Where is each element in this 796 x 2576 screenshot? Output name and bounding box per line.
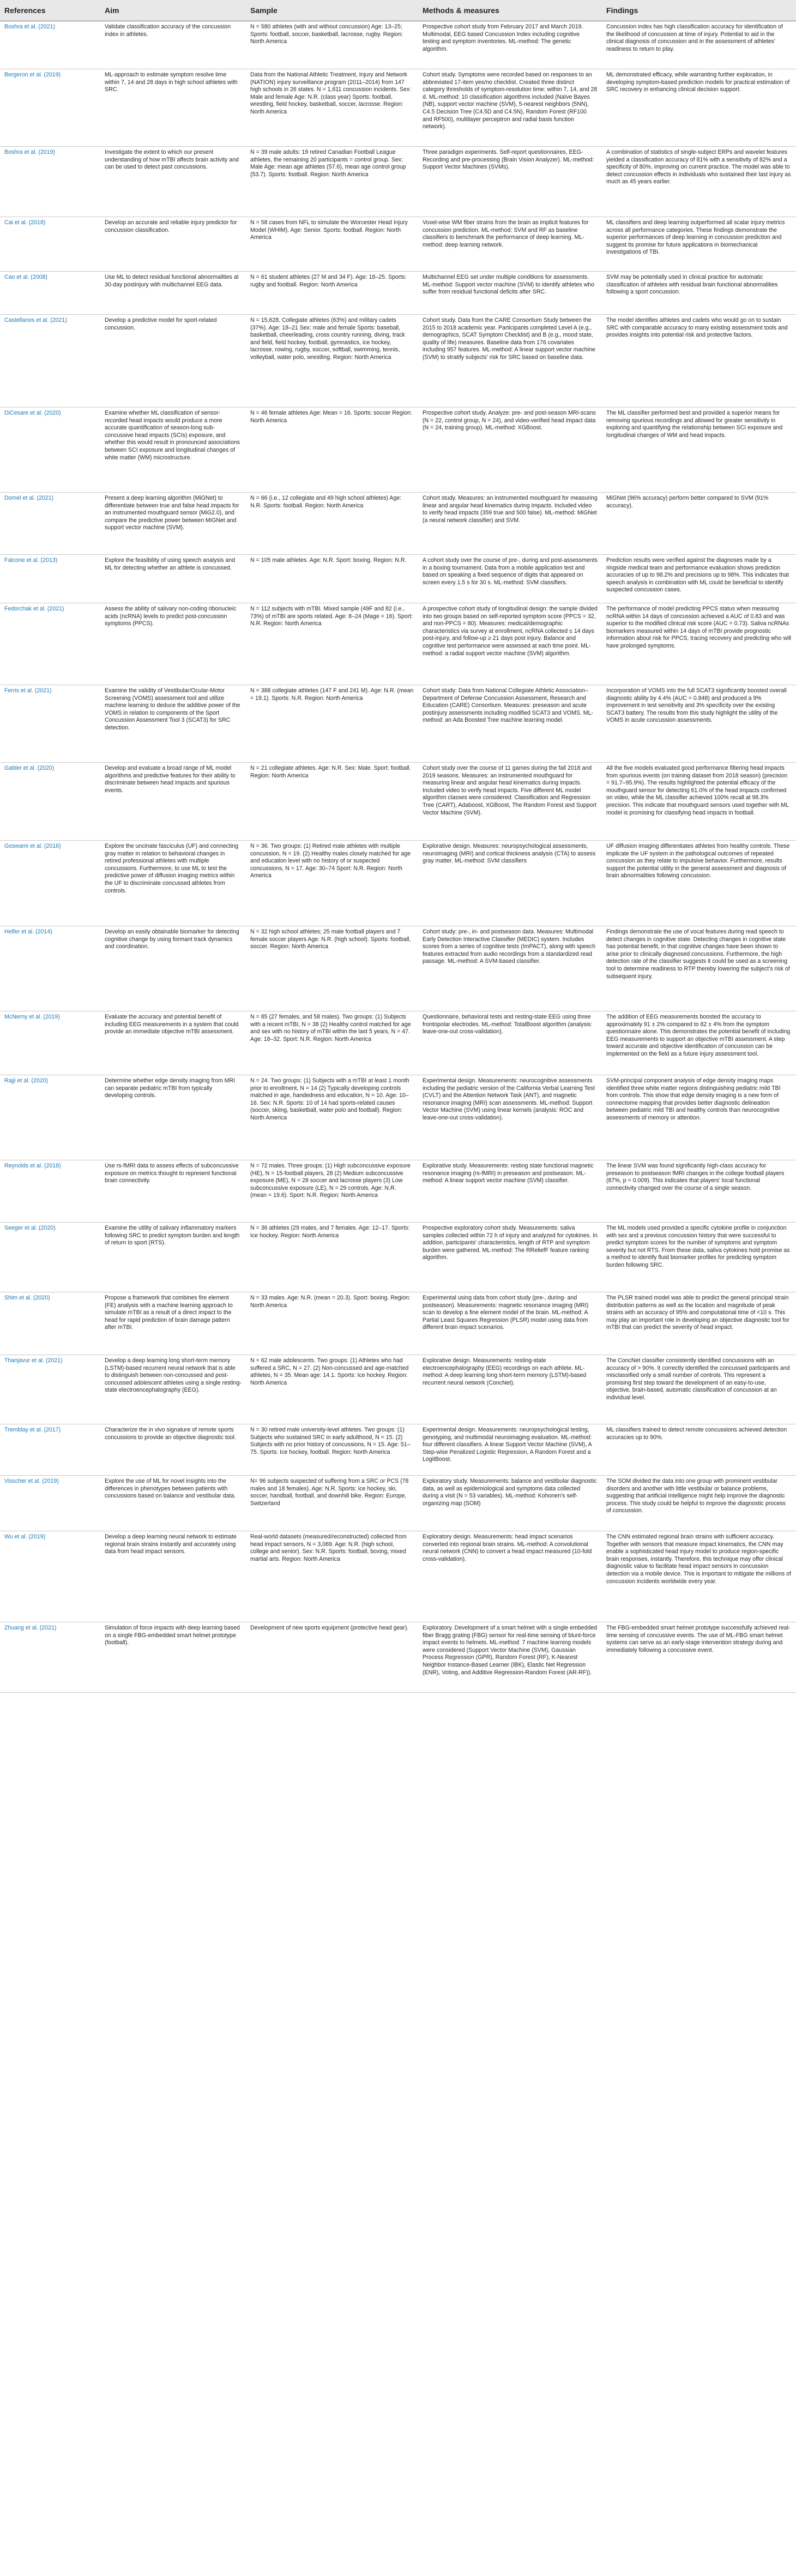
table-row: [0, 69, 796, 147]
reference-cell[interactable]: McNerny et al. (2019): [4, 1014, 60, 1020]
methods-cell: Three paradigm experiments. Self-report questionnaires, EEG-Recording and pre-processing (Brain Vision Analyzer). ML-method: Support Vector Machines (SVMs).: [423, 149, 594, 171]
sample-cell: N = 58 cases from NFL to simulate the Worcester Head Injury Model (WHIM). Age: Senior. Sports: football. Region: North America: [250, 219, 408, 241]
methods-cell: Experimental design. Measurements: neurocognitive assessments including the pediatric version of the California Verbal Learning Test (CVLT) and the Attention Network Task (ANT), and magnetic resonance imaging (MRI) scan assessments. ML-method: Support Vector Machine (SVM) using linear kernels (analysis: ROC and leave-one-out cross-validation).: [423, 1077, 595, 1121]
aim-cell: Examine whether ML classification of sensor-recorded head impacts would produce a more accurate quantification of season-long sub-concussive head impacts (SCIs) exposure, and whether this would result in pronounced associations between SCI exposure and longitudinal changes of white matter (WM) microstructure.: [105, 410, 240, 461]
findings-cell: The PLSR trained model was able to predict the general principal strain distribution patterns as well as the location and magnitude of peak strains with an accuracy of 95% and computational time of <10 s. This may play an important role in developing an objective diagnostic tool for mTBI that can predict the severity of head impact.: [606, 1295, 789, 1331]
reference-cell[interactable]: Boshra et al. (2021): [4, 23, 56, 30]
aim-cell: Examine the validity of Vestibular/Ocular-Motor Screening (VOMS) assessment tool and utilize machine learning to deduce the additive power of the VOMS in relation to components of the Sport Concussion Assessment Tool 3 (SCAT3) for SRC detection.: [105, 687, 240, 731]
reference-cell[interactable]: Thanjavur et al. (2021): [4, 1357, 63, 1364]
sample-cell: N = 388 collegiate athletes (147 F and 241 M). Age: N.R. (mean = 19.1). Sports: N.R. Region: North America: [250, 687, 414, 702]
reference-cell[interactable]: Rajji et al. (2020): [4, 1077, 49, 1084]
aim-cell: Investigate the extent to which our present understanding of how mTBI affects brain activity and can be used to detect past concussions.: [105, 149, 239, 171]
methods-cell: Cohort study. Symptoms were recorded based on responses to an abbreviated 17-item yes/no checklist. Created three distinct category thresholds of symptom-resolution time: within 7, 14, and 28 d. ML-method: 10 classification algorithms included (Naïve Bayes (NB), support vector machine (SVM), 5-nearest neighbors (5NN), C4.5 Decision Tree (C4.5D and C4.5N), Random Forest (RF100 and RF500), multilayer perceptron and radial basis function network).: [423, 71, 598, 130]
findings-cell: All the five models evaluated good performance filtering head impacts from spurious events (on training dataset from 2018 season) (precision = 91.7–95.9%). The results highlighted the potential efficacy of the mouthguard sensor for detecting 61.0% of the head impacts confirmed on video, while the ML classifier achieved 100% recall at 98.3% precision. This indicate that mouthguard sensors used together with ML model is promising for classifying head impacts in football.: [606, 765, 789, 816]
sample-cell: N = 72 males. Three groups: (1) High subconcussive exposure (HE), N = 15-football players, 28 (2) Medium subconcussive exposure (ME), N = 28 soccer and lacrosse players (3) Low subconcussive exposure (LE), N = 29 controls. Age: N.R. (mean = 19.6). Sport: N.R. Region: North America: [250, 1163, 411, 1199]
table-row: [0, 763, 796, 841]
aim-cell: Present a deep learning algorithm (MiGNet) to differentiate between true and false head impacts for an instrumented mouthguard sensor (MiG2.0), and compare the predictive power between MiGNet and support vector machine (SVM).: [105, 495, 239, 531]
table-row: [0, 1424, 796, 1476]
findings-cell: ML demonstrated efficacy, while warranting further exploration, in developing symptom-based prediction models for practical estimation of SRC recovery in enhancing clinical decision support.: [606, 71, 790, 93]
aim-cell: Develop a deep learning long short-term memory (LSTM)-based recurrent neural network that is able to distinguish between non-concussed and post-concussed adolescent athletes using a single resting-state electroencephalography (EEG).: [105, 1357, 242, 1394]
methods-cell: Cohort study. Data from the CARE Consortium Study between the 2015 to 2018 academic year. Participants completed Level A (e.g., demographics, SCAT Symptom Checklist) and B (e.g., mood state, quality of life) measures. Baseline data from 176 covariates including 957 features. ML-method: A linear support vector machine (SVM) to stratify subjects' risk for SRC based on baseline data.: [423, 317, 595, 361]
reference-cell[interactable]: Tremblay et al. (2017): [4, 1427, 61, 1433]
aim-cell: Determine whether edge density imaging from MRI can separate pediatric mTBI from typically developing controls.: [105, 1077, 236, 1099]
findings-cell: SVM may be potentially used in clinical practice for automatic classification of athletes with residual brain functional abnormalities following a sport concussion.: [606, 274, 778, 296]
reference-cell[interactable]: Gabler et al. (2020): [4, 765, 55, 771]
table-row: [0, 147, 796, 217]
findings-cell: ML classifiers trained to detect remote concussions achieved detection accuracies up to 90%.: [606, 1427, 787, 1441]
aim-cell: Examine the utility of salivary inflammatory markers following SRC to predict symptom burden and length of return to sport (RTS).: [105, 1225, 240, 1247]
table-row: [0, 1476, 796, 1531]
findings-cell: The CNN estimated regional brain strains with sufficient accuracy. Together with sensors that measure impact kinematics, the CNN may enable a sophisticated head injury model to produce region-specific brain responses, instantly. Therefore, this technique may offer clinical diagnostic value to facilitate head impact sensors in concussion detection via a mobile device. This is important to mitigate the millions of concussion incidents worldwide every year.: [606, 1533, 791, 1585]
findings-cell: The model identifies athletes and cadets who would go on to sustain SRC with comparable accuracy to many existing assessment tools and provides insights into potential risk and protective factors.: [606, 317, 788, 339]
table-row: [0, 1160, 796, 1223]
sample-cell: N = 21 collegiate athletes. Age: N.R. Sex: Male. Sport: football. Region: North America: [250, 765, 411, 779]
methods-cell: Explorative study. Measurements: resting state functional magnetic resonance imaging (rs-fMRI) in preseason and postseason. ML-method: A linear support vector machine (SVM) classifier.: [423, 1163, 594, 1184]
aim-cell: Characterize the in vivo signature of remote sports concussions to provide an objective diagnostic tool.: [105, 1427, 236, 1441]
findings-cell: MiGNet (96% accuracy) perform better compared to SVM (91% accuracy).: [606, 495, 769, 509]
sample-cell: N = 85 (27 females, and 58 males). Two groups: (1) Subjects with a recent mTBI, N = 38 (2) Healthy control matched for age and sex with no history of mTBI within the last 5 years, N = 47. Age: 18–32. Sport: N.R. Region: North America: [250, 1014, 411, 1043]
aim-cell: Develop a deep learning neural network to estimate regional brain strains instantly and accurately using data from head impact sensors.: [105, 1533, 237, 1555]
table-row: [0, 217, 796, 272]
table-row: [0, 1075, 796, 1160]
findings-cell: The addition of EEG measurements boosted the accuracy to approximately 91 ± 2% compared to 82 ± 4% from the symptom questionnaire alone. This demonstrates the potential benefit of including EEG measurements to support an objective mTBI assessment. A step toward accurate and objective identification of concussion can be implemented on the field as a future injury assessment tool.: [606, 1014, 791, 1057]
methods-cell: Prospective cohort study. Analyze: pre- and post-season MRI-scans (N = 22, control group, N = 24), and video-verified head impact data (N = 24, training group). ML-method: XGBoost.: [423, 410, 596, 432]
findings-cell: ML classifiers and deep learning outperformed all scalar injury metrics across all performance categories. These findings demonstrate the superior performances of deep learning in concussion prediction and suggest its promise for future applications in biomechanical investigations of TBI.: [606, 219, 785, 256]
methods-cell: Cohort study: Data from National Collegiate Athletic Association–Department of Defense Concussion Assessment, Research and Education (CARE) Consortium. Measures: preseason and acute postinjury assessments including modified SCAT3 and VOMS. ML-method: an Ada Boosted Tree machine learning model.: [423, 687, 594, 724]
methods-cell: Exploratory. Development of a smart helmet with a single embedded fiber Bragg grating (FBG) sensor for real-time sensing of blunt-force impact events to helmets. ML-method: 7 machine learning models were considered (Support Vector Machine (SVM), Gaussian Process Regression (GPR), Random Forest (RF), K-Nearest Neighbor Instance-Based Learner (IBK), Elastic Net Regression (ENR), Voting, and Additive Regression-Random Forest (AR-RF)).: [423, 1625, 598, 1676]
methods-cell: Prospective cohort study from February 2017 and March 2019. Multimodal, EEG based Concussion Index including cognitive testing and symptom inventories. ML-method: The genetic algorithm.: [423, 23, 583, 52]
table-row: [0, 315, 796, 408]
table-row: [0, 1531, 796, 1622]
sample-cell: N = 62 male adolescents. Two groups: (1) Athletes who had suffered a SRC, N = 27. (2) Non-concussed and age-matched athletes, N = 35. Mean age: 14.1. Sports: Ice hockey. Region: North America: [250, 1357, 409, 1386]
methods-cell: Questionnaire, behavioral tests and resting-state EEG using three frontopolar electrodes. ML-method: TotalBoost algorithm (analysis: leave-one-out cross-validation).: [423, 1014, 593, 1035]
sample-cell: N = 105 male athletes. Age: N.R. Sport: boxing. Region: N.R.: [250, 557, 407, 564]
aim-cell: Assess the ability of salivary non-coding ribonucleic acids (ncRNA) levels to predict post-concussion symptoms (PPCS).: [105, 606, 237, 627]
aim-cell: Explore the feasibility of using speech analysis and ML for detecting whether an athlete is concussed.: [105, 557, 236, 571]
findings-cell: The FBG-embedded smart helmet prototype successfully achieved real-time sensing of concussive events. The use of ML-FBG smart helmet systems can serve as an early-stage intervention strategy during and immediately following a concussive event.: [606, 1625, 791, 1654]
methods-cell: Exploratory study. Measurements: balance and vestibular diagnostic data, as well as epidemiological and symptoms data collected during a visit (N = 53 variables). ML-method: Kohonen's self-organizing map (SOM): [423, 1478, 597, 1507]
sample-cell: N = 36 athletes (29 males, and 7 females. Age: 12–17. Sports: Ice hockey. Region: North America: [250, 1225, 410, 1239]
sample-cell: N = 33 males. Age: N.R. (mean = 20.3). Sport: boxing. Region: North America: [250, 1295, 411, 1309]
methods-cell: Experimental design. Measurements: neuropsychological testing, genotyping, and multimodal neuroimaging evaluation. ML-method: four different classifiers. A linear Support Vector Machine (SVM), A Step-wise Penalized Logistic Regression, A Random Forest and a LogitBoost.: [423, 1427, 592, 1463]
reference-cell[interactable]: Wu et al. (2019): [4, 1533, 46, 1540]
reference-cell[interactable]: Domel et al. (2021): [4, 495, 54, 501]
table-row: [0, 841, 796, 926]
findings-cell: SVM-principal component analysis of edge density imaging maps identified three white matter regions distinguishing pediatric mild TBI from controls. This show that edge density imaging is a new form of connectome mapping that provides better diagnostic delineation between pediatric mild TBI and healthy controls than neurocognitive assessments of memory or attention.: [606, 1077, 781, 1121]
table-row: [0, 272, 796, 315]
sample-cell: Real-world datasets (measured/reconstructed) collected from head impact sensors, N = 3,069. Age: N.R. (high school, college and senior). Sex: N.R. Sports: football, boxing, mixed martial arts. Region: North America: [250, 1533, 407, 1562]
reference-cell[interactable]: Cao et al. (2008): [4, 274, 47, 280]
reference-cell[interactable]: Reynolds et al. (2018): [4, 1163, 61, 1169]
reference-cell[interactable]: Goswami et al. (2016): [4, 843, 61, 849]
reference-cell[interactable]: Seeger et al. (2020): [4, 1225, 56, 1231]
reference-cell[interactable]: DiCesare et al. (2020): [4, 410, 61, 416]
aim-cell: Propose a framework that combines fire element (FE) analysis with a machine learning approach to simulate mTBI as a result of a direct impact to the head for rapid prediction of brain damage pattern after mTBI.: [105, 1295, 233, 1331]
table-row: [0, 21, 796, 69]
sample-cell: N = 24. Two groups: (1) Subjects with a mTBI at least 1 month prior to enrollment, N = 14 (2) Typically developing controls matched in age, handedness and education, N = 10. Age: 10–16. Sex: N.R. Sports: 10 of 14 had sports-related causes (soccer, skiing, basketball, water polo and football). Region: North America: [250, 1077, 409, 1121]
aim-cell: Explore the uncinate fasciculus (UF) and connecting gray matter in relation to behavioral changes in retired professional athletes with multiple concussions. Furthermore, to use ML to test the predictive power of diffusion imaging metrics within the UF to discriminate concussed athletes from controls.: [105, 843, 238, 894]
aim-cell: Use rs-fMRI data to assess effects of subconcussive exposure on metrics thought to represent functional brain connectivity.: [105, 1163, 239, 1184]
sample-cell: N= 96 subjects suspected of suffering from a SRC or PCS (78 males and 18 females). Age: N.R. Sports: ice hockey, ski, soccer, handball, football, and downhill bike. Region: Europe, Switzerland: [250, 1478, 409, 1507]
findings-cell: Findings demonstrate the use of vocal features during read speech to detect changes in cognitive state. Detecting changes in cognitive state has potential benefit, in that cognitive changes have been shown to arise prior to clinically diagnosed concussions. Furthermore, the high detection rate of the classifier suggests it could be used as a screening tool to determine readiness to RTP thereby lowering the subject's risk of subsequent injury.: [606, 928, 790, 980]
methods-cell: Cohort study. Measures: an instrumented mouthguard for measuring linear and angular head kinematics during impacts. Included video to verify head impacts (359 true and 500 false). ML-method: MiGNet (a neural network classifier) and SVM.: [423, 495, 598, 524]
findings-cell: The ML classifier performed best and provided a superior means for removing spurious recordings and allowed for greater sensitivity in exploring and quantifying the relationship between SCI exposure and longitudinal changes of WM and head impacts.: [606, 410, 783, 439]
sample-cell: N = 46 female athletes Age: Mean = 16. Sports: soccer Region: North America: [250, 410, 412, 424]
table-row: [0, 1223, 796, 1292]
aim-cell: Develop a predictive model for sport-related concussion.: [105, 317, 217, 331]
header-references: References: [4, 6, 46, 15]
table-row: [0, 1622, 796, 1693]
table-row: [0, 493, 796, 555]
aim-cell: Develop an easily obtainable biomarker for detecting cognitive change by using formant track dynamics and coordination.: [105, 928, 239, 950]
sample-cell: N = 15,628. Collegiate athletes (63%) and military cadets (37%). Age: 18–21 Sex: male and female Sports: baseball, basketball, cheerleading, cross country running, diving, track and field, field hockey, football, gymnastics, ice hockey, lacrosse, rowing, rugby, soccer, softball, swimming, tennis, volleyball, water polo, wrestling. Region: North America: [250, 317, 405, 361]
reference-cell[interactable]: Shim et al. (2020): [4, 1295, 50, 1301]
header-sample: Sample: [250, 6, 278, 15]
methods-cell: A prospective cohort study of longitudinal design: the sample divided into two groups based on self-reported symptom score (PPCS = 32, and non-PPCS = 80). Measures: medical/demographic characteristics via survey at enrollment, ncRNA collected ≤ 14 days post-injury, and follow-up ≥ 21 days post injury. Balance and cognitive test performance were assessed at each time point. ML-method: a radial support vector machine (SVM) algorithm.: [423, 606, 598, 657]
sample-cell: Development of new sports equipment (protective head gear).: [250, 1625, 409, 1631]
reference-cell[interactable]: Zhuang et al. (2021): [4, 1625, 57, 1631]
table-row: [0, 1011, 796, 1075]
methods-cell: Explorative design. Measurements: resting-state electroencephalography (EEG) recordings on each athlete. ML-method: A deep learning long short-term memory (LSTM)-based recurrent neural network (ConcNet).: [423, 1357, 587, 1386]
sample-cell: N = 580 athletes (with and without concussion) Age: 13–25; Sports: football, soccer, basketball, lacrosse, rugby. Region: North America: [250, 23, 403, 45]
reference-cell[interactable]: Ferris et al. (2021): [4, 687, 52, 694]
aim-cell: Use ML to detect residual functional abnormalities at 30-day postinjury with multichannel EEG data.: [105, 274, 239, 288]
sample-cell: N = 112 subjects with mTBI. Mixed sample (49F and 82 (i.e., 73%) of mTBI are sports related. Age: 8–24 (Mage = 16). Sport: N.R. Region: North America: [250, 606, 413, 627]
methods-cell: Exploratory design. Measurements: head impact scenarios converted into regional brain strains. ML-method: A convolutional neural network (CNN) to convert a head impact measured (10-fold cross-validation).: [423, 1533, 592, 1562]
sample-cell: Data from the National Athletic Treatment, Injury and Network (NATION) injury surveillance program (2011–2014) from 147 high schools in 26 states. N = 1,611 concussion incidents. Sex: Male and female Age: N.R. (class year) Sports: football, wrestling, field hockey, basketball, soccer, lacrosse. Region: North America: [250, 71, 412, 115]
methods-cell: Multichannel EEG set under multiple conditions for assessments. ML-method: Support vector machine (SVM) to identify athletes who suffer from residual functional deficits after SRC.: [423, 274, 595, 296]
reference-cell[interactable]: Falcone et al. (2013): [4, 557, 58, 564]
methods-cell: Experimental using data from cohort study (pre-, during- and postseason). Measurements: magnetic resonance imaging (MRI) scan to develop a fine element model of the brain. ML-method: A Partial Least Squares Regression (PLSR) model using data from different brain impact scenarios.: [423, 1295, 589, 1331]
table-row: [0, 555, 796, 603]
findings-cell: Incorporation of VOMS into the full SCAT3 significantly boosted overall diagnostic ability by 4.4% (AUC = 0.848) and produced a 9% improvement in test sensitivity and 3% specificity over the existing SCAT3 battery. The results from this study highlight the utility of the VOMS in acute concussion assessments.: [606, 687, 787, 724]
sample-cell: N = 32 high school athletes; 25 male football players and 7 female soccer players Age: N.R. (high school). Sports: football, soccer. Region: North America: [250, 928, 411, 950]
sample-cell: N = 61 student athletes (27 M and 34 F). Age: 18–25. Sports: rugby and football. Region: North America: [250, 274, 407, 288]
methods-cell: Cohort study over the course of 11 games during the fall 2018 and 2019 seasons. Measures: an instrumented mouthguard for measuring linear and angular head kinematics during impacts. Included video to verify head impacts. Five different ML model algorithm classes were considered: Classification and Regression Tree (CART), Adaboost, XGBoost, The Random Forest and Support Vector Machine (SVM).: [423, 765, 596, 816]
aim-cell: Develop and evaluate a broad range of ML model algorithms and predictive features for their ability to discriminate between head impacts and spurious events.: [105, 765, 236, 794]
findings-cell: The ML models used provided a specific cytokine profile in conjunction with sex and a previous concussion history that were successful to predict symptom scores for the number of symptoms and symptom severity but not RTS. From these data, saliva cytokines hold promise as a method to identify fluid biomarker profiles for predicting symptom burden following SRC.: [606, 1225, 790, 1268]
reference-cell[interactable]: Boshra et al. (2019): [4, 149, 56, 155]
sample-cell: N = 39 male adults: 19 retired Canadian Football League athletes, the remaining 20 participants = control group. Sex: Male Age: mean age athletes (57.6), mean age control group (53.7). Sports: football. Region: North America: [250, 149, 406, 178]
findings-cell: A combination of statistics of single-subject ERPs and wavelet features yielded a classification accuracy of 81% with a sensitivity of 82% and a specificity of 80%, improving on current practice. The model was able to detect concussion effects in individuals who sustained their last injury as much as 45 years earlier.: [606, 149, 791, 185]
table-row: [0, 685, 796, 763]
reference-cell[interactable]: Cai et al. (2018): [4, 219, 46, 226]
findings-cell: Prediction results were verified against the diagnoses made by a ringside medical team and performance evaluation shows prediction accuracies of up to 98.2% and precisions up to 98%. This indicates that speech analysis in combination with ML could be beneficial to identify suspected concussion cases.: [606, 557, 789, 594]
header-aim: Aim: [105, 6, 119, 15]
reference-cell[interactable]: Castellanos et al. (2021): [4, 317, 67, 324]
reference-cell[interactable]: Fedorchak et al. (2021): [4, 606, 64, 612]
aim-cell: Explore the use of ML for novel insights into the differences in phenotypes between patients with concussions based on balance and vestibular data.: [105, 1478, 236, 1500]
methods-cell: Voxel-wise WM fiber strains from the brain as implicit features for concussion prediction. ML-method: SVM and RF as baseline classifiers to benchmark the performance of deep learning. ML-method: deep learning network.: [423, 219, 589, 248]
table-header: [0, 0, 796, 21]
methods-cell: Explorative design. Measures: neuropsychological assessments, neuroimaging (MRI) and cortical thickness analysis (CTA) to assess gray matter. ML-method: SVM classifiers: [423, 843, 596, 865]
aim-cell: Evaluate the accuracy and potential benefit of including EEG measurements in a system that could provide an immediate objective mTBI assessment.: [105, 1014, 239, 1035]
methods-cell: Prospective exploratory cohort study. Measurements: saliva samples collected within 72 h of injury and analyzed for cytokines. In addition, participants' characteristics, length of RTP and symptom burden were gathered. ML-method: The RReliefF feature ranking algorithm.: [423, 1225, 598, 1261]
table-row: [0, 603, 796, 685]
findings-cell: Concussion index has high classification accuracy for identification of the likelihood of concussion at time of injury. Potential to aid in the clinical diagnosis of concussion and in the assessment of athletes' readiness to return to play.: [606, 23, 783, 52]
table-row: [0, 1355, 796, 1424]
aim-cell: ML-approach to estimate symptom resolve time within 7, 14 and 28 days in high school athletes with SRC.: [105, 71, 238, 93]
reference-cell[interactable]: Visscher et al. (2019): [4, 1478, 59, 1484]
sample-cell: N = 66 (i.e., 12 collegiate and 49 high school athletes) Age: N.R. Sports: football. Region: North America: [250, 495, 402, 509]
findings-cell: The performance of model predicting PPCS status when measuring ncRNA within 14 days of concussion achieved a AUC of 0.83 and was superior to the modified clinical risk score (AUC = 0.73). Saliva ncRNAs biomarkers measured within 14 days of mTBI provide prognostic information about risk for PPCS, tracing recovery and predicting who will have prolonged symptoms.: [606, 606, 792, 649]
findings-cell: The ConcNet classifier consistently identified concussions with an accuracy of > 90%. It correctly identified the concussed participants and misclassified only a small number of controls. This represent a promising first step toward the development of an easy-to-use, objective, brain-based, automatic classification of concussion at an individual level.: [606, 1357, 790, 1401]
reference-cell[interactable]: Helfer et al. (2014): [4, 928, 52, 935]
findings-cell: UF diffusion imaging differentiates athletes from healthy controls. These implicate the UF system in the pathological outcomes of repeated concussion as they relate to impulsive behavior. Furthermore, results support the potential utility in the general assessment and diagnosis of brain abnormalities following concussion.: [606, 843, 790, 879]
header-methods: Methods & measures: [423, 6, 499, 15]
aim-cell: Simulation of force impacts with deep learning based on a single FBG-embedded smart helmet prototype (football).: [105, 1625, 240, 1646]
header-findings: Findings: [606, 6, 638, 15]
table-row: [0, 926, 796, 1011]
sample-cell: N = 30 retired male university-level athletes. Two groups: (1) Subjects who sustained SRC in early adulthood, N = 15. (2) Subjects with no prior history of concussions, N = 15. Age: 51–75. Sports: Ice hockey, football. Region: North America: [250, 1427, 411, 1455]
findings-cell: The SOM divided the data into one group with prominent vestibular disorders and another with little vestibular or balance problems, suggesting that artificial intelligence might help improve the diagnostic process. This study could be helpful to improve the diagnostic process of concussion.: [606, 1478, 786, 1514]
table-row: [0, 408, 796, 493]
table-row: [0, 1292, 796, 1355]
findings-cell: The linear SVM was found significantly high-class accuracy for preseason to postseason fMRI changes in the college football players (87%, p = 0.009). This indicates that players' local functional connectivity changed over the course of a single season.: [606, 1163, 785, 1191]
aim-cell: Validate classification accuracy of the concussion index in athletes.: [105, 23, 231, 38]
table-body: [0, 21, 796, 1693]
methods-cell: Cohort study: pre-, in- and postseason data. Measures: Multimodal Early Detection Interactive Classifier (MEDIC) system. Includes scores from a series of cognitive tests (ImPACT), along with speech features extracted from audio recordings from a standardized read passage. ML-method: A SVM-based classifier.: [423, 928, 596, 965]
methods-cell: A cohort study over the course of pre-, during and post-assessments in a boxing tournament. Data from a mobile application test and based on speaking a fixed sequence of digits that appeared on screen every 1.5 s for 30 s. ML-method: SVM classifiers.: [423, 557, 598, 586]
sample-cell: N = 36. Two groups: (1) Retired male athletes with multiple concussion, N = 19. (2) Healthy males closely matched for age and education level with no history of or suspected concussions, N = 17. Age: 30–74 Sport: N.R. Region: North America: [250, 843, 411, 879]
aim-cell: Develop an accurate and reliable injury predictor for concussion classification.: [105, 219, 237, 233]
reference-cell[interactable]: Bergeron et al. (2019): [4, 71, 61, 78]
